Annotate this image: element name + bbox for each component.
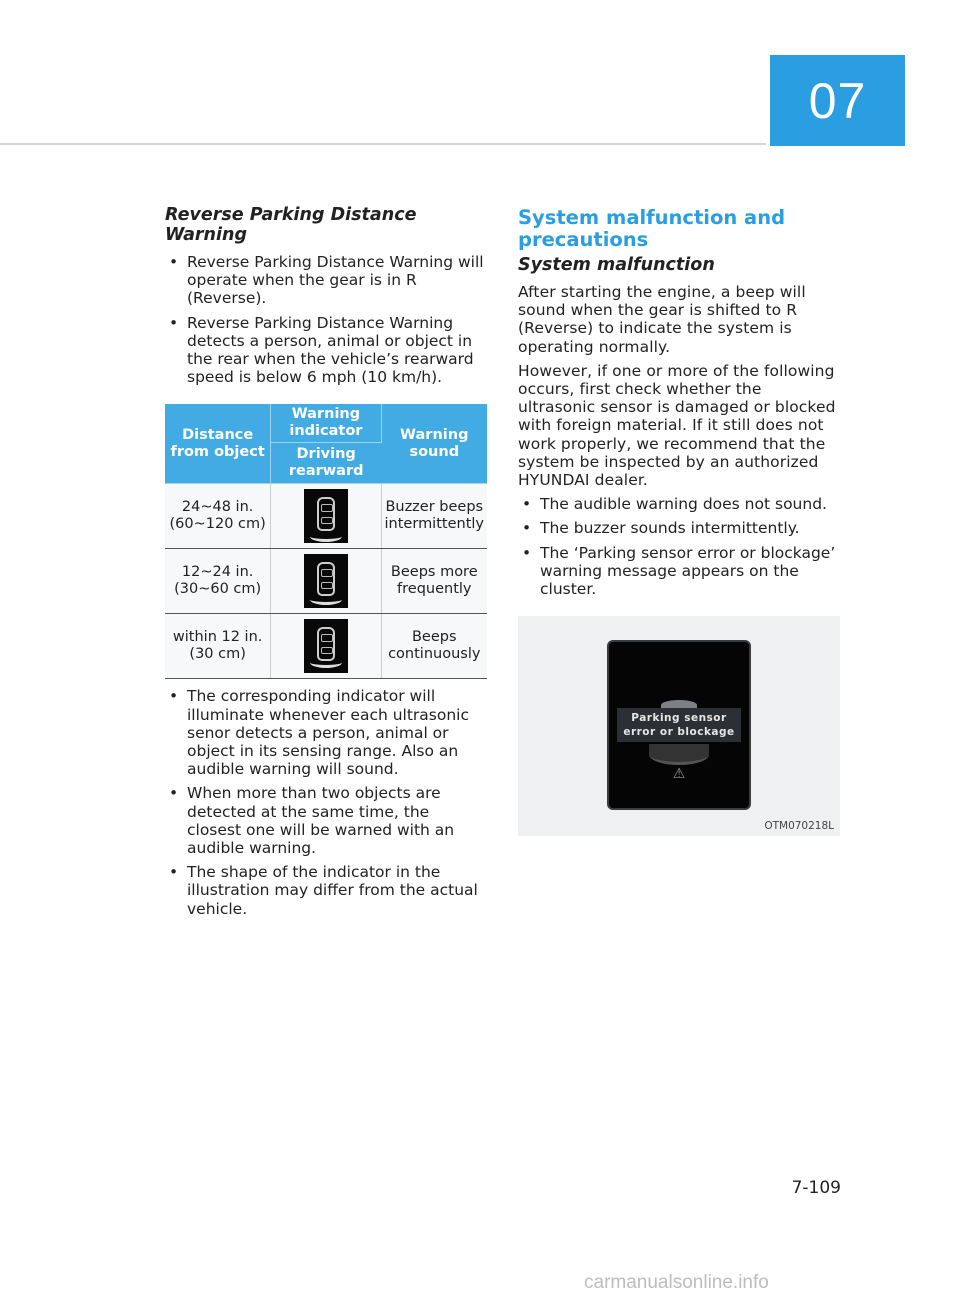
list-item: • The buzzer sounds intermittently. (522, 519, 800, 538)
bullet-icon: • (522, 495, 532, 514)
bullet-icon: • (169, 687, 179, 706)
list-item: • The audible warning does not sound. (522, 495, 827, 514)
right-column (518, 207, 840, 836)
bullet-icon: • (169, 784, 179, 803)
left-column (165, 205, 487, 924)
list-item: • The ‘Parking sensor error or blockage’ warning message appears on the cluster. (522, 543, 836, 599)
warning-table (165, 404, 487, 679)
table-row (165, 614, 487, 679)
list-item: • The corresponding indicator will illuminate whenever each ultrasonic senor detects a person, animal or object in its sensing range. Also an audible warning will sound. (169, 687, 470, 779)
sound-cell: Beeps continuously (381, 614, 487, 679)
malfunction-bullets (518, 495, 840, 598)
caution-triangle-icon: ⚠ (672, 766, 686, 783)
intro-bullets (165, 253, 487, 386)
col-sound-header: Warning sound (381, 404, 487, 484)
sub-heading: System malfunction (518, 255, 715, 275)
bullet-icon: • (522, 543, 532, 562)
cluster-figure (518, 616, 840, 836)
indicator-cell (271, 549, 381, 614)
section-title: System malfunction and precautions (518, 206, 786, 251)
list-item: • The shape of the indicator in the illustration may differ from the actual vehicle. (169, 863, 478, 918)
list-item: • Reverse Parking Distance Warning will operate when the gear is in R (Reverse). (169, 253, 484, 308)
indicator-cell (271, 614, 381, 679)
col-indicator-header: Warning indicator (271, 404, 381, 443)
bullet-icon: • (169, 253, 179, 271)
page-number: 7-109 (791, 1178, 841, 1198)
bullet-icon: • (169, 863, 179, 882)
indicator-cell (271, 484, 381, 549)
col-indicator-subheader: Driving rearward (271, 443, 381, 484)
parking-indicator-icon (304, 489, 348, 543)
parking-indicator-icon (304, 554, 348, 608)
list-item: • Reverse Parking Distance Warning detects a person, animal or object in the rear when the vehicle’s rearward speed is below 6 mph (10 km/h). (169, 313, 474, 387)
sound-cell: Buzzer beeps intermittently (381, 484, 487, 549)
figure-code: OTM070218L (764, 820, 834, 833)
detail-bullets (165, 687, 487, 917)
parking-indicator-icon (304, 619, 348, 673)
watermark: carmanualsonline.info (584, 1272, 769, 1293)
section-heading: Reverse Parking Distance Warning (165, 205, 417, 245)
sound-cell: Beeps more frequently (381, 549, 487, 614)
list-item: • When more than two objects are detected at the same time, the closest one will be warned with an audible warning. (169, 784, 455, 858)
warning-message: Parking sensor error or blockage (617, 708, 741, 742)
bullet-icon: • (169, 313, 179, 332)
cluster-screen (607, 640, 751, 810)
header-rule (0, 143, 766, 145)
col-distance-header: Distance from object (165, 404, 271, 484)
distance-cell: 12~24 in. (30~60 cm) (165, 549, 271, 614)
bullet-icon: • (522, 519, 532, 538)
chapter-tab: 07 (770, 55, 905, 146)
distance-cell: within 12 in. (30 cm) (165, 614, 271, 679)
distance-cell: 24~48 in. (60~120 cm) (165, 484, 271, 549)
table-row (165, 484, 487, 549)
paragraph: However, if one or more of the following occurs, first check whether the ultrasonic sensor is damaged or blocked with foreign material. If it still does not work properly, we recommend that the system be inspected by an authorized HYUNDAI dealer. (518, 361, 836, 490)
paragraph: After starting the engine, a beep will sound when the gear is shifted to R (Reverse) to indicate the system is operating normally. (518, 283, 806, 356)
sensor-arc-icon (649, 744, 709, 765)
table-row (165, 549, 487, 614)
